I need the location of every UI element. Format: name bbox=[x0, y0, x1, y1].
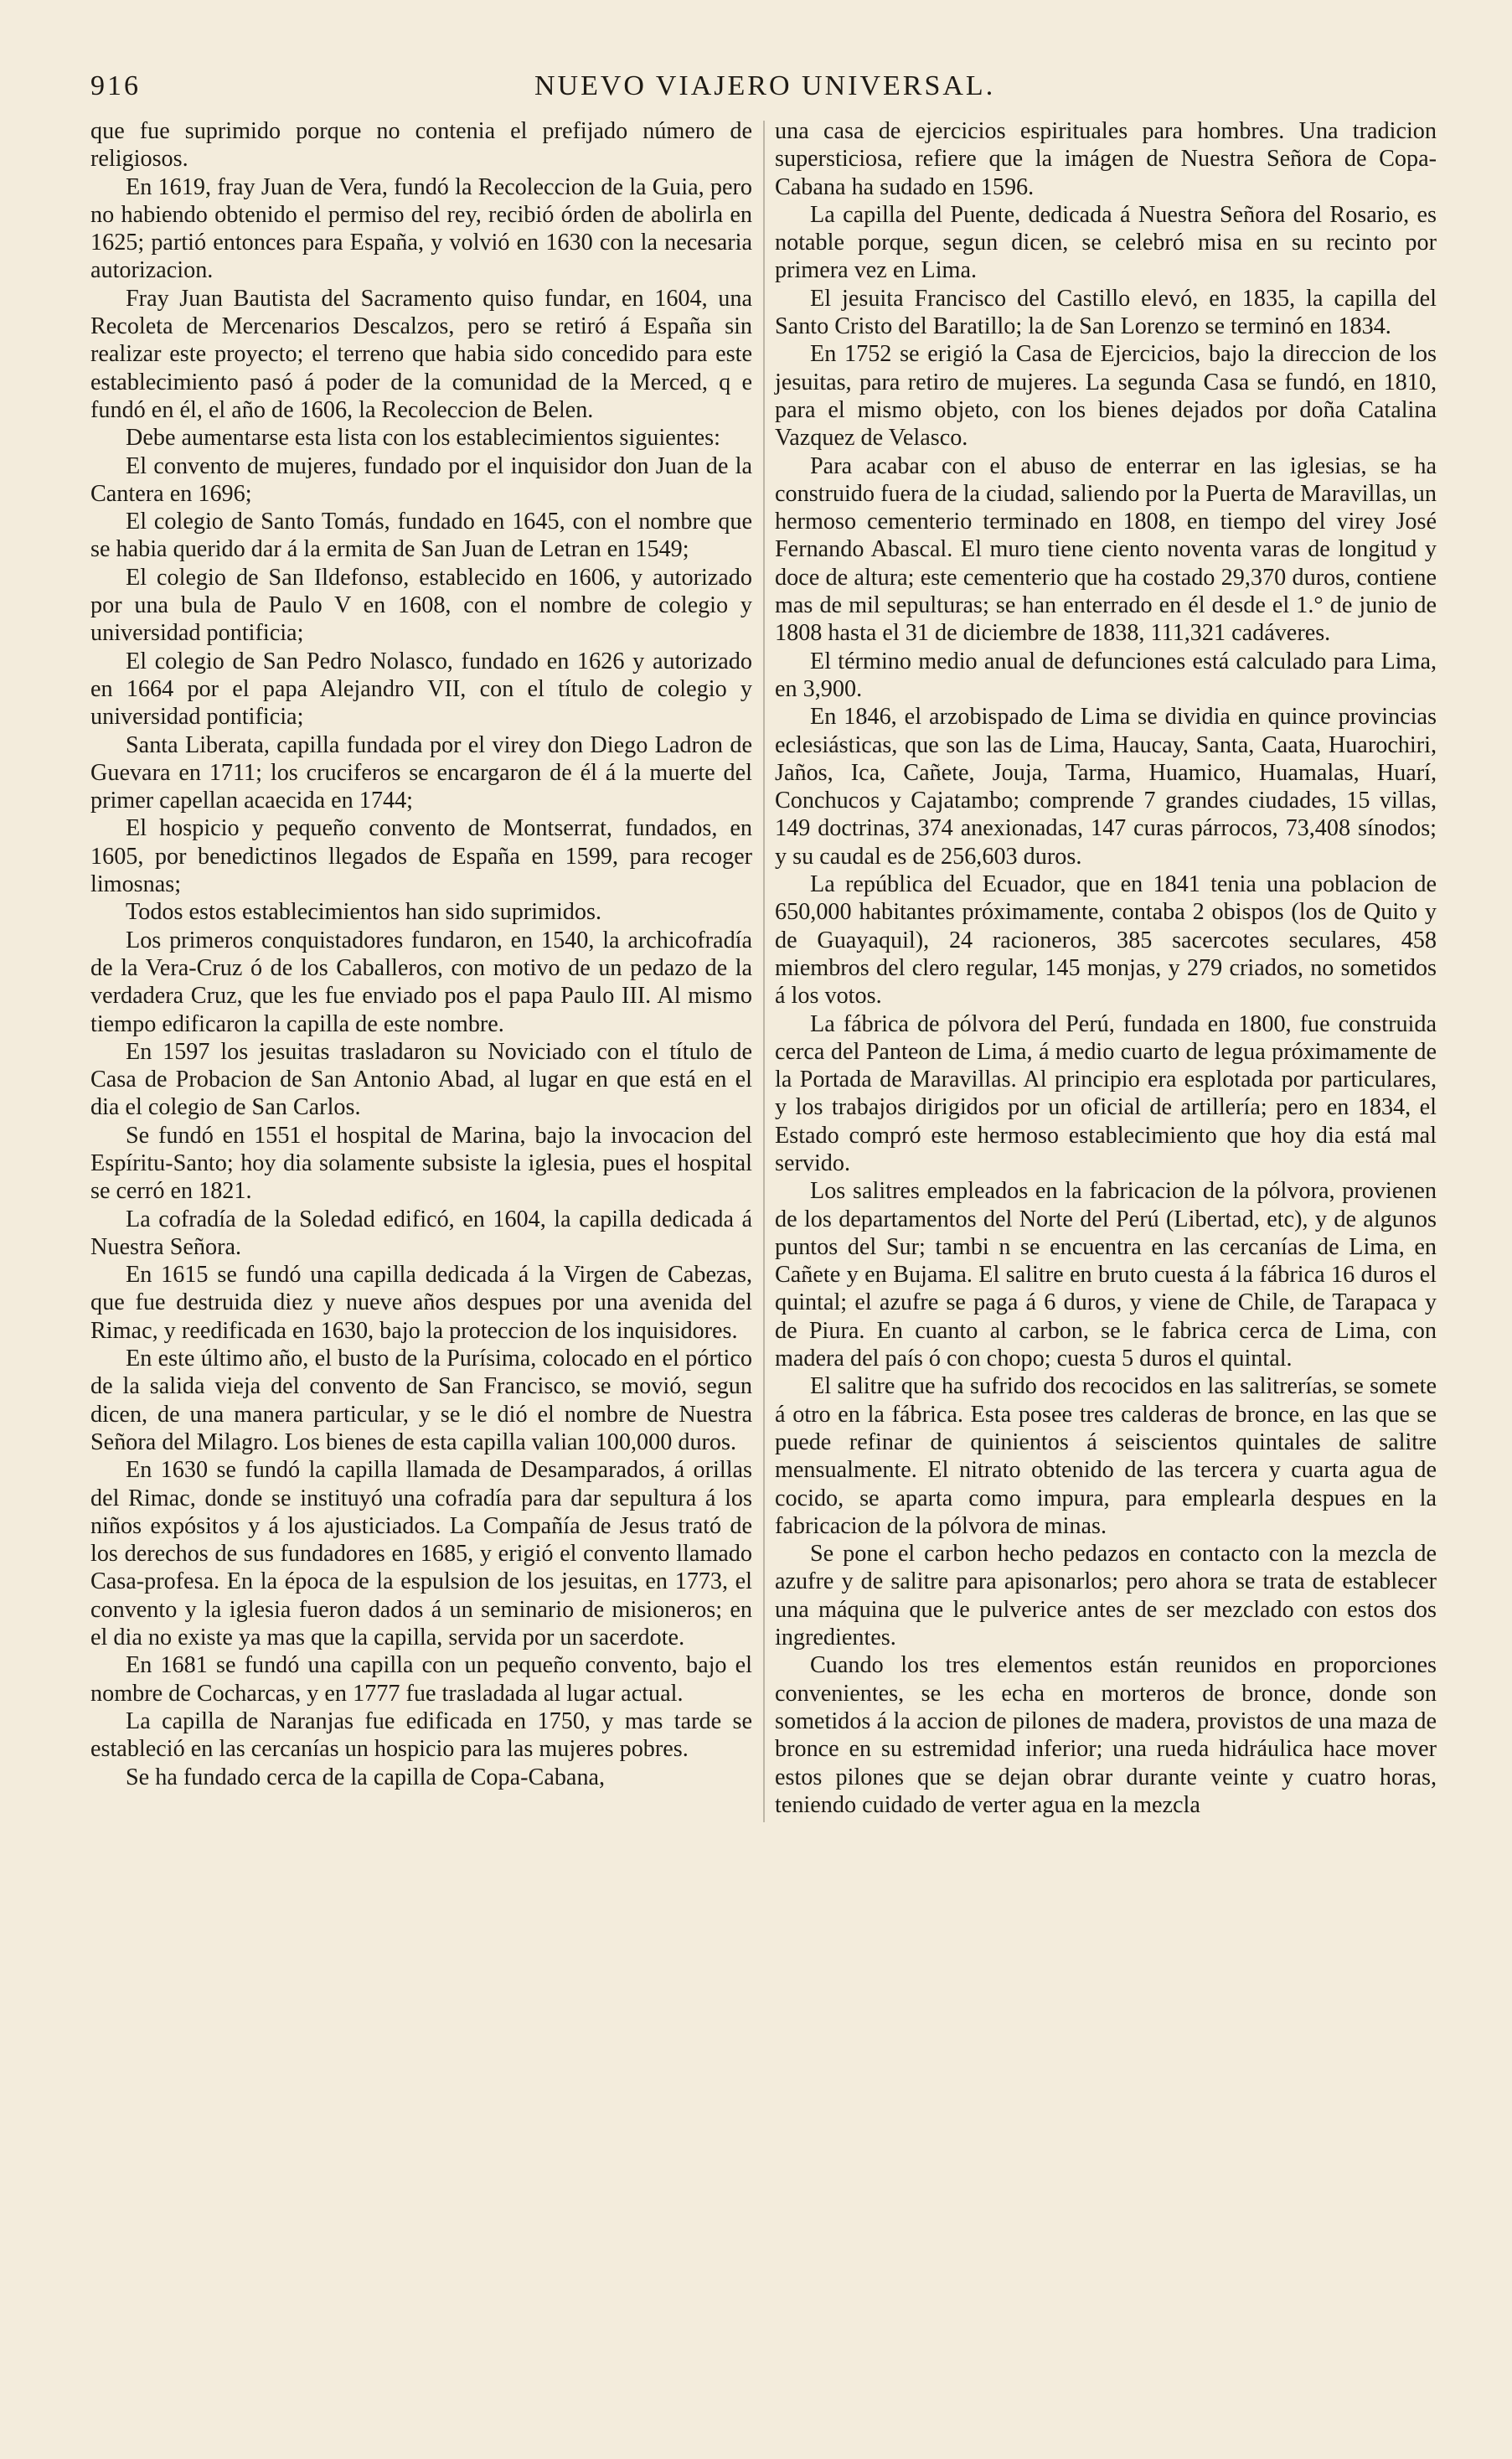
paragraph: En 1630 se fundó la capilla llamada de Desamparados, á orillas del Rimac, donde se instituyó una cofradía para dar sepultura á los niños expósitos y á los ajusticiados. La Compañía de Jesus trató de los derechos de sus fundadores en 1685, y erigió el convento llamado Casa-profesa. En la época de la espulsion de los jesuitas, en 1773, el convento y la iglesia fueron dados á un seminario de misioneros; en el dia no existe ya mas que la capilla, servida por un sacerdote. bbox=[90, 1457, 752, 1651]
page-header bbox=[90, 65, 1437, 109]
running-title: NUEVO VIAJERO UNIVERSAL. bbox=[534, 70, 996, 101]
right-column bbox=[775, 117, 1437, 1822]
paragraph: El término medio anual de defunciones está calculado para Lima, en 3,900. bbox=[775, 648, 1437, 702]
paragraph: Para acabar con el abuso de enterrar en las iglesias, se ha construido fuera de la ciudad, saliendo por la Puerta de Maravillas, un hermoso cementerio terminado en 1808, en tiempo del virey José Fernando Abascal. El muro tiene ciento noventa varas de longitud y doce de altura; este cementerio que ha costado 29,370 duros, contiene mas de mil sepulturas; se han enterrado en él desde el 1.° de junio de 1808 hasta el 31 de diciembre de 1838, 111,321 cadáveres. bbox=[775, 452, 1437, 647]
paragraph: El convento de mujeres, fundado por el inquisidor don Juan de la Cantera en 1696; bbox=[90, 452, 752, 507]
paragraph: que fue suprimido porque no contenia el prefijado número de religiosos. bbox=[90, 118, 752, 173]
paragraph: El colegio de San Ildefonso, establecido en 1606, y autorizado por una bula de Paulo V en 1608, con el nombre de colegio y universidad pontificia; bbox=[90, 564, 752, 647]
paragraph: La cofradía de la Soledad edificó, en 1604, la capilla dedicada á Nuestra Señora. bbox=[90, 1206, 752, 1260]
paragraph: En 1619, fray Juan de Vera, fundó la Recoleccion de la Guia, pero no habiendo obtenido el permiso del rey, recibió órden de abolirla en 1625; partió entonces para España, y volvió en 1630 con la necesaria autorizacion. bbox=[90, 173, 752, 284]
paragraph: El salitre que ha sufrido dos recocidos en las salitrerías, se somete á otro en la fábrica. Esta posee tres calderas de bronce, en las que se puede refinar de quinientos á seiscientos quintales de salitre mensualmente. El nitrato obtenido de las tercera y cuarta agua de cocido, se aparta como impura, para emplearla despues en la fabricacion de la pólvora de minas. bbox=[775, 1373, 1437, 1539]
page-number: 916 bbox=[90, 70, 141, 101]
paragraph: En 1681 se fundó una capilla con un pequeño convento, bajo el nombre de Cocharcas, y en 1777 fue trasladada al lugar actual. bbox=[90, 1652, 752, 1707]
paragraph: El hospicio y pequeño convento de Montserrat, fundados, en 1605, por benedictinos llegados de España en 1599, para recoger limosnas; bbox=[90, 815, 752, 898]
paragraph: Se ha fundado cerca de la capilla de Copa-Cabana, bbox=[126, 1764, 606, 1790]
column-rule bbox=[763, 121, 765, 1822]
paragraph: Los salitres empleados en la fabricacion de la pólvora, provienen de los departamentos del Norte del Perú (Libertad, etc), y de algunos puntos del Sur; tambi n se encuentra en las cercanías de Lima, en Cañete y en Bujama. El salitre en bruto cuesta á la fábrica 16 duros el quintal; el azufre se paga á 6 duros, y viene de Chile, de Tarapaca y de Piura. En cuanto al carbon, se le fabrica cerca de Lima, con madera del país ó con chopo; cuesta 5 duros el quintal. bbox=[775, 1178, 1437, 1372]
text-columns bbox=[90, 117, 1437, 1822]
paragraph: La capilla de Naranjas fue edificada en 1750, y mas tarde se estableció en las cercanías un hospicio para las mujeres pobres. bbox=[90, 1707, 752, 1763]
paragraph: Se fundó en 1551 el hospital de Marina, bajo la invocacion del Espíritu-Santo; hoy dia solamente subsiste la iglesia, pues el hospital se cerró en 1821. bbox=[90, 1122, 752, 1205]
paragraph: Debe aumentarse esta lista con los establecimientos siguientes: bbox=[126, 425, 720, 452]
paragraph: La capilla del Puente, dedicada á Nuestra Señora del Rosario, es notable porque, segun dicen, se celebró misa en su recinto por primera vez en Lima. bbox=[775, 201, 1437, 284]
paragraph: En 1752 se erigió la Casa de Ejercicios, bajo la direccion de los jesuitas, para retiro de mujeres. La segunda Casa se fundó, en 1810, para el mismo objeto, con los bienes dejados por doña Catalina Vazquez de Velasco. bbox=[775, 341, 1437, 452]
paragraph: Santa Liberata, capilla fundada por el virey don Diego Ladron de Guevara en 1711; los cruciferos se encargaron de él á la muerte del primer capellan acaecida en 1744; bbox=[90, 731, 752, 814]
left-column bbox=[90, 117, 752, 1822]
paragraph: El jesuita Francisco del Castillo elevó, en 1835, la capilla del Santo Cristo del Baratillo; la de San Lorenzo se terminó en 1834. bbox=[775, 285, 1437, 340]
paragraph: La república del Ecuador, que en 1841 tenia una poblacion de 650,000 habitantes próximamente, contaba 2 obispos (los de Quito y de Guayaquil), 24 racioneros, 385 sacercotes seculares, 458 miembros del clero regular, 145 monjas, y 279 criados, no sometidos á los votos. bbox=[775, 871, 1437, 1010]
paragraph: Fray Juan Bautista del Sacramento quiso fundar, en 1604, una Recoleta de Mercenarios Descalzos, pero se retiró á España sin realizar este proyecto; el terreno que habia sido concedido para este establecimiento pasó á poder de la comunidad de la Merced, q e fundó en él, el año de 1606, la Recoleccion de Belen. bbox=[90, 285, 752, 423]
paragraph: Se pone el carbon hecho pedazos en contacto con la mezcla de azufre y de salitre para apisonarlos; pero ahora se trata de establecer una máquina que le pulverice antes de ser mezclado con estos dos ingredientes. bbox=[775, 1541, 1437, 1651]
paragraph: En este último año, el busto de la Purísima, colocado en el pórtico de la salida vieja del convento de San Francisco, se movió, segun dicen, de una manera particular, y se le dió el nombre de Nuestra Señora del Milagro. Los bienes de esta capilla valian 100,000 duros. bbox=[90, 1346, 752, 1455]
paragraph: El colegio de Santo Tomás, fundado en 1645, con el nombre que se habia querido dar á la ermita de San Juan de Letran en 1549; bbox=[90, 509, 752, 563]
paragraph: En 1846, el arzobispado de Lima se dividia en quince provincias eclesiásticas, que son las de Lima, Haucay, Santa, Caata, Huarochiri, Jaños, Ica, Cañete, Jouja, Tarma, Huamico, Huamalas, Huarí, Conchucos y Cajatambo; comprende 7 grandes ciudades, 15 villas, 149 doctrinas, 374 anexionadas, 147 curas párrocos, 73,408 sínodos; y su caudal es de 256,603 duros. bbox=[775, 704, 1437, 870]
paragraph: En 1597 los jesuitas trasladaron su Noviciado con el título de Casa de Probacion de San Antonio Abad, al lugar en que está en el dia el colegio de San Carlos. bbox=[90, 1038, 752, 1121]
paragraph: Los primeros conquistadores fundaron, en 1540, la archicofradía de la Vera-Cruz ó de los Caballeros, con motivo de un pedazo de la verdadera Cruz, que les fue enviado pos el papa Paulo III. Al mismo tiempo edificaron la capilla de este nombre. bbox=[90, 927, 752, 1037]
paragraph: Todos estos establecimientos han sido suprimidos. bbox=[126, 899, 601, 926]
paragraph: una casa de ejercicios espirituales para hombres. Una tradicion supersticiosa, refiere que la imágen de Nuestra Señora de Copa-Cabana ha sudado en 1596. bbox=[775, 118, 1437, 200]
paragraph: En 1615 se fundó una capilla dedicada á la Virgen de Cabezas, que fue destruida diez y nueve años despues por una avenida del Rimac, y reedificada en 1630, bajo la proteccion de los inquisidores. bbox=[90, 1262, 752, 1344]
paragraph: Cuando los tres elementos están reunidos en proporciones convenientes, se les echa en morteros de bronce, donde son sometidos á la accion de pilones de madera, provistos de una maza de bronce en su estremidad inferior; una rueda hidráulica hace mover estos pilones que se dejan obrar durante veinte y cuatro horas, teniendo cuidado de verter agua en la mezcla bbox=[775, 1652, 1437, 1818]
paragraph: El colegio de San Pedro Nolasco, fundado en 1626 y autorizado en 1664 por el papa Alejandro VII, con el título de colegio y universidad pontificia; bbox=[90, 648, 752, 731]
paragraph: La fábrica de pólvora del Perú, fundada en 1800, fue construida cerca del Panteon de Lima, á medio cuarto de legua próximamente de la Portada de Maravillas. Al principio era esplotada por particulares, y los trabajos dirigidos por un oficial de artillería; pero en 1834, el Estado compró este hermoso establecimiento que hoy dia está mal servido. bbox=[775, 1010, 1437, 1176]
